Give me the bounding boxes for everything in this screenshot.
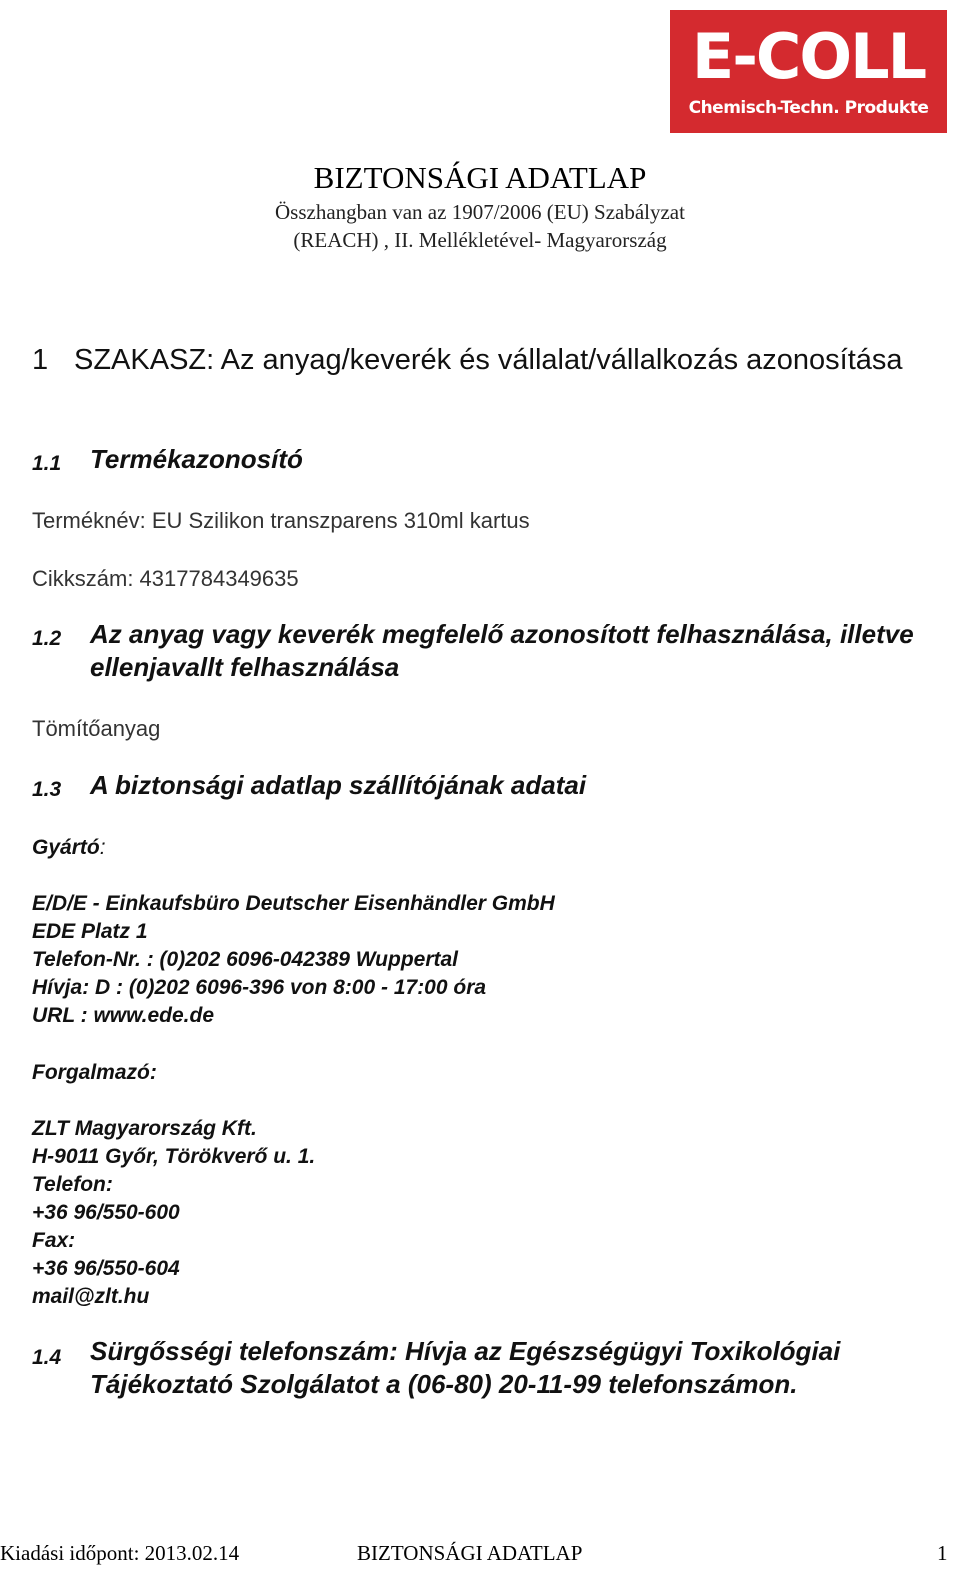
subsection-1-3-number: 1.3 (32, 778, 62, 801)
distributor-line: Fax: (32, 1229, 76, 1252)
manufacturer-label-text: Gyártó (32, 836, 100, 859)
manufacturer-block (32, 890, 555, 1030)
subsection-1-3-title: A biztonsági adatlap szállítójának adatai (90, 770, 587, 800)
article-number: Cikkszám: 4317784349635 (32, 566, 299, 591)
footer-issue-date: Kiadási időpont: 2013.02.14 (0, 1541, 240, 1565)
subsection-1-4-number: 1.4 (32, 1346, 62, 1369)
distributor-line: ZLT Magyarország Kft. (32, 1117, 257, 1140)
manufacturer-line: E/D/E - Einkaufsbüro Deutscher Eisenhändler GmbH (32, 892, 555, 915)
distributor-line: +36 96/550-600 (32, 1201, 180, 1224)
company-logo (670, 10, 947, 133)
logo-tagline: Chemisch-Techn. Produkte (688, 98, 929, 118)
manufacturer-url[interactable]: URL : www.ede.de (32, 1004, 215, 1027)
subsection-1-1-title: Termékazonosító (90, 444, 303, 474)
footer-document-name: BIZTONSÁGI ADATLAP (357, 1541, 583, 1565)
distributor-line: Telefon: (32, 1173, 113, 1196)
manufacturer-line: EDE Platz 1 (32, 920, 148, 943)
section-1-title: SZAKASZ: Az anyag/keverék és vállalat/vállalkozás azonosítása (74, 344, 903, 376)
distributor-line: +36 96/550-604 (32, 1257, 180, 1280)
logo-wordmark: E-COLL (691, 20, 926, 93)
footer-page-number: 1 (937, 1541, 948, 1565)
document-subtitle-line1: Összhangban van az 1907/2006 (EU) Szabályzat (275, 200, 685, 224)
section-1-number: 1 (32, 344, 49, 376)
subsection-1-2-title: Az anyag vagy keverék megfelelő azonosított felhasználása, illetve ellenjavallt felhasználása (90, 619, 914, 682)
distributor-label: Forgalmazó: (32, 1061, 157, 1084)
distributor-block (32, 1115, 315, 1311)
subsection-1-1-number: 1.1 (32, 452, 62, 475)
manufacturer-label-colon: : (99, 836, 106, 859)
manufacturer-line: Hívja: D : (0)202 6096-396 von 8:00 - 17:00 óra (32, 976, 487, 999)
subsection-1-2-number: 1.2 (32, 627, 62, 650)
product-name: Terméknév: EU Szilikon transzparens 310ml kartus (32, 508, 530, 533)
manufacturer-line: Telefon-Nr. : (0)202 6096-042389 Wuppertal (32, 948, 458, 971)
identified-use: Tömítőanyag (32, 716, 161, 741)
subsection-1-4-title: Sürgősségi telefonszám: Hívja az Egészségügyi Toxikológiai Tájékoztató Szolgálatot a (06-80) 20-11-99 telefonszámon. (90, 1336, 841, 1399)
manufacturer-label (32, 834, 106, 862)
document-subtitle-line2: (REACH) , II. Mellékletével- Magyarország (293, 228, 667, 252)
document-title: BIZTONSÁGI ADATLAP (313, 160, 647, 195)
distributor-email[interactable]: mail@zlt.hu (32, 1285, 150, 1308)
distributor-line: H-9011 Győr, Törökverő u. 1. (32, 1145, 316, 1168)
